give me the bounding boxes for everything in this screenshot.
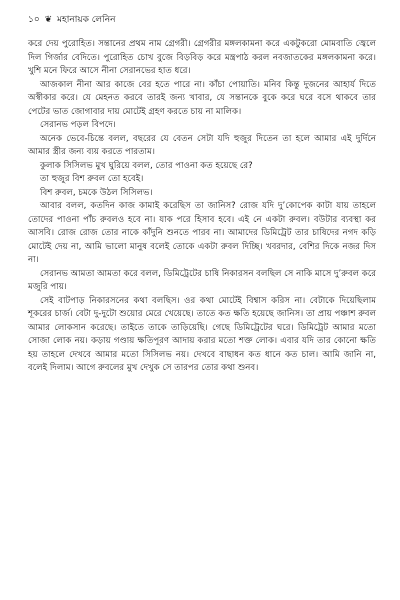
paragraph: আজকাল নীনা আর কাজে বের হতে পারে না। কাঁচা পোয়াতি। মনিব কিন্তু দুজনের আহার্য দিতে অস্বীকার করে। যে মেহনত করবে তারই জন্য খাবার, যে সন্তানকে বুকে করে ঘরে বসে থাকবে তার পেটের ভাত জোগাবার দায় মোটেই গ্রহণ করতে চায় না মালিক। (28, 79, 376, 117)
paragraph: অনেক ভেবে-চিন্তে বলল, বছরের যে বেতন সেটা যদি হুজুর দিতেন তা হলে আমার এই দুর্দিনে আমার স্ত্রীর জন্য ব্যয় করতে পারতাম। (28, 133, 376, 157)
ornament-icon: ❦ (44, 15, 53, 25)
paragraph: সেই বাটপাড় নিকারসনের কথা বলছিস। ওর কথা মোটেই বিশ্বাস করিস না। বেটাকে দিয়েছিলাম শূকরের চার্জ। বেটা দু-দুটো শুয়োর মেরে খেয়েছে। তাতে কত ক্ষতি হয়েছে জানিস। তা প্রায় পঞ্চাশ রুবল আমার লোকসান করেছে। তাইতে তাকে তাড়িয়েছি। গেছে ডিমিট্রেটের ঘরে। ডিমিট্রেট আমার মতো সোজা লোক নয়। কড়ায় গণ্ডায় ক্ষতিপূরণ আদায় করার মতো শক্ত লোক। এবার যদি তার কোনো ক্ষতি হয় তাহলে দেখবে আমার মতো সিসিলভ নয়। দেখবে বাছাধন কত ধানে কত চাল। আমি জানি না, বলেই দিলাম। আগে রুবলের মুখ দেখুক সে তারপর তোর কথা শুনব। (28, 295, 376, 373)
paragraph: কুলাক সিসিলভ মুখ ঘুরিয়ে বলল, তোর পাওনা কত হয়েছে রে? (40, 160, 253, 171)
page-number: ১০ (28, 15, 40, 25)
paragraph: সেরানভ পড়ল বিপদে। (40, 120, 116, 130)
paragraph: করে দেয় পুরোহিত। সন্তানের প্রথম নাম গ্রেগরী। গ্রেগরীর মঙ্গলকামনা করে একটুকরো মোমবাতি জ্বেলে দিল গির্জার বেদিতে। পুরোহিত চোখ বুজে বিড়বিড় করে মন্ত্রপাঠ করল নবজাতকের মঙ্গলকামনা করে। খুশি মনে ফিরে আসে নীনা সেরানভের হাত ধরে। (28, 39, 376, 76)
paragraph: তা হুজুর বিশ রুবল তো হবেই। (40, 174, 144, 184)
paragraph: বিশ রুবল, চমকে উঠল সিসিলভ। (40, 187, 153, 198)
book-title: মহানায়ক লেনিন (57, 15, 116, 25)
page-body (28, 38, 376, 376)
paragraph: সেরানভ আমতা আমতা করে বলল, ডিমিট্রেটের চাষি নিকারসন বলছিল সে নাকি মাসে দু’রুবল করে মজুরি পায়। (28, 268, 376, 292)
page-header (28, 14, 376, 26)
paragraph: আবার বলল, কতদিন কাজ কামাই করেছিস তা জানিস? রোজ যদি দু’কোপেক কাটা যায় তাহলে তোদের পাওনা পাঁচ রুবলও হবে না। যাক পরে হিসাব হবে। এই নে একটা রুবল। বউটার ব্যবস্থা কর আসবি। রোজ রোজ তোর নাকে কাঁদুনি শুনতে পারব না। আমাদের ডিমিট্রেট তার চাষিদের নগদ কড়ি মোটেই দেয় না, আমি ভালো মানুষ বলেই তোকে একটা রুবল দিচ্ছি। খবরদার, বেশির দিকে নজর দিস না। (28, 201, 376, 265)
